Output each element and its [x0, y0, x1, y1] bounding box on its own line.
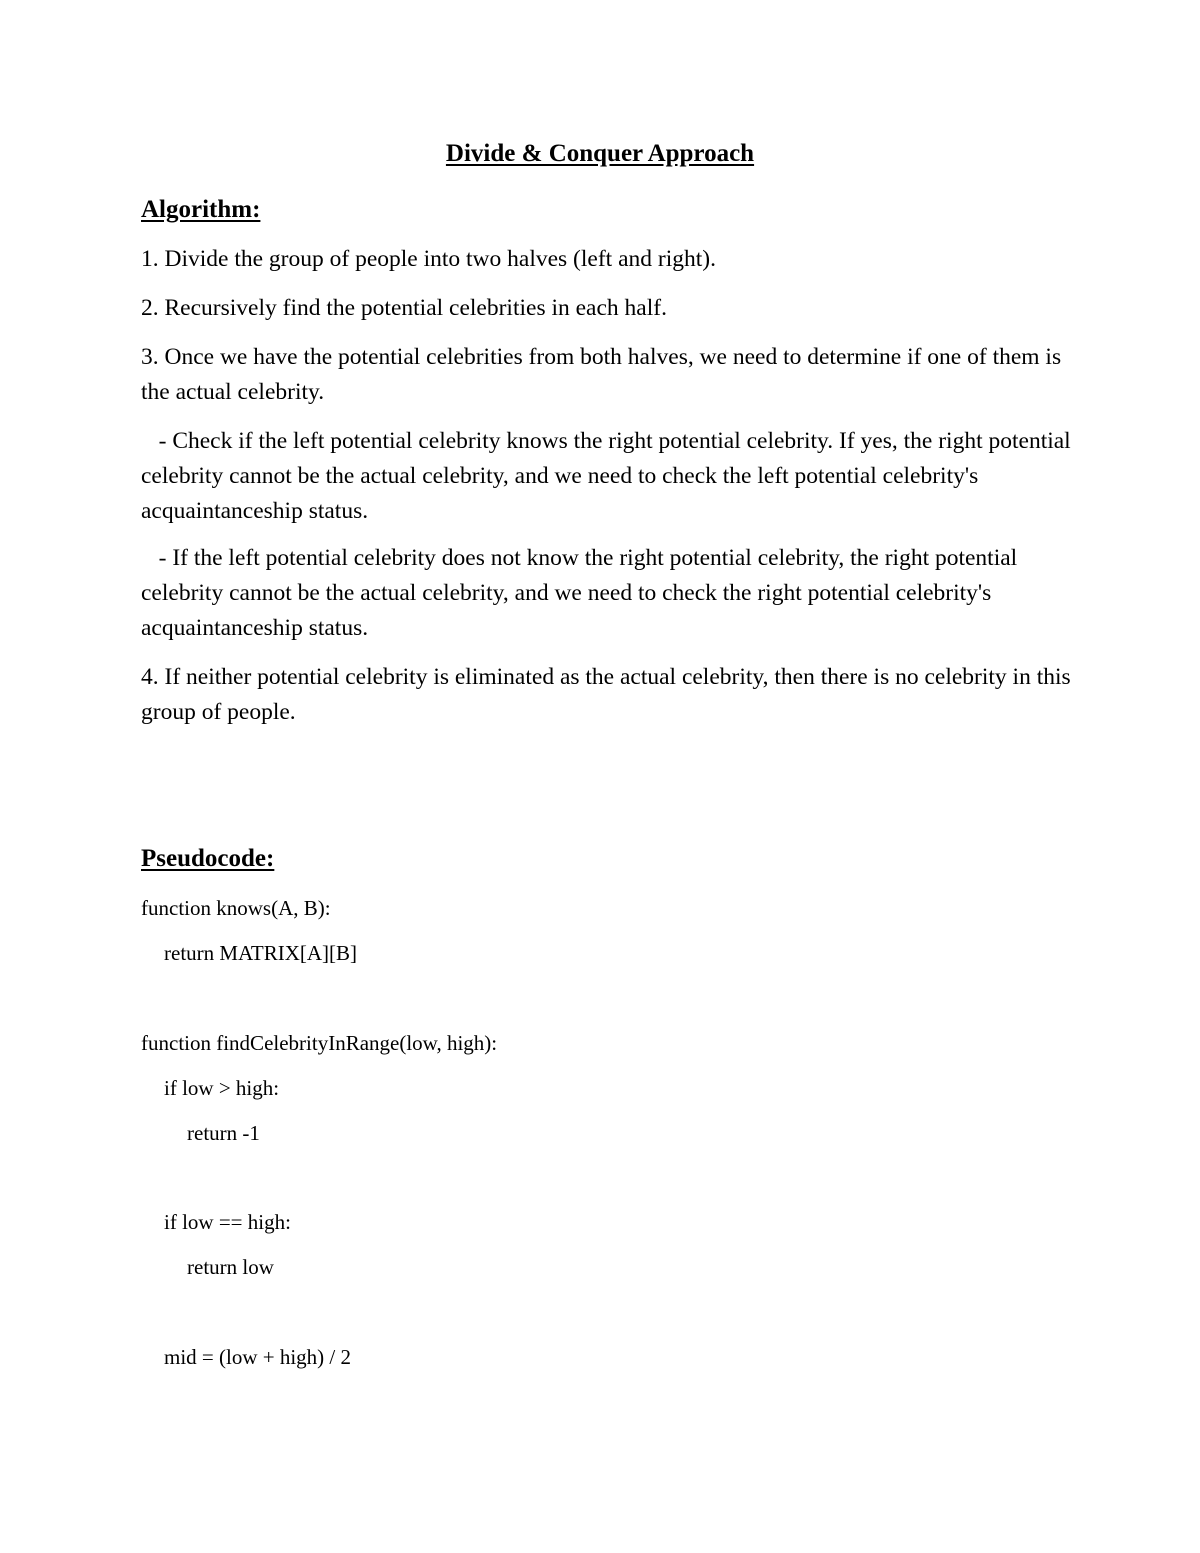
- pseudocode-heading: Pseudocode:: [141, 845, 275, 872]
- algorithm-step-3a: - Check if the left potential celebrity knows the right potential celebrity. If yes, the right potential celebrity cannot be the actual celebrity, and we need to check the left potential celebrity's acquaintanceship status.: [141, 428, 1077, 524]
- algorithm-step-3b: - If the left potential celebrity does not know the right potential celebrity, the right potential celebrity cannot be the actual celebrity, and we need to check the right potential celebrity's acquaintanceship status.: [141, 545, 1024, 641]
- algorithm-step-2: 2. Recursively find the potential celebrities in each half.: [141, 295, 667, 321]
- code-line-6: if low == high:: [164, 1210, 291, 1234]
- document-title: Divide & Conquer Approach: [445, 140, 755, 167]
- algorithm-step-4: 4. If neither potential celebrity is eliminated as the actual celebrity, then there is no celebrity in this group of people.: [141, 664, 1071, 725]
- algorithm-step-1: 1. Divide the group of people into two halves (left and right).: [141, 246, 716, 272]
- code-line-1: function knows(A, B):: [141, 896, 331, 920]
- code-line-2: return MATRIX[A][B]: [164, 941, 358, 965]
- algorithm-heading: Algorithm:: [141, 196, 261, 223]
- algorithm-step-3: 3. Once we have the potential celebrities from both halves, we need to determine if one of them is the actual celebrity.: [141, 344, 1062, 405]
- code-line-4: if low > high:: [164, 1076, 280, 1100]
- code-line-7: return low: [187, 1255, 274, 1279]
- code-line-3: function findCelebrityInRange(low, high):: [141, 1031, 498, 1055]
- code-line-8: mid = (low + high) / 2: [164, 1345, 352, 1369]
- code-line-5: return -1: [187, 1121, 260, 1145]
